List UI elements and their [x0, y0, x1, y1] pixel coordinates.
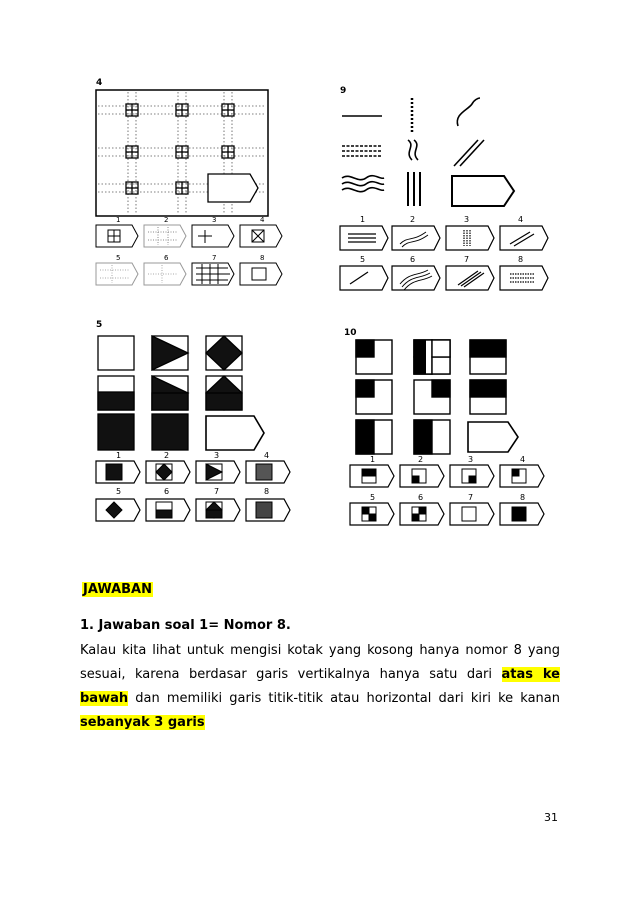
option-number: 6 — [164, 487, 170, 496]
option-number: 4 — [518, 215, 524, 224]
option-number: 6 — [410, 255, 416, 264]
option-number: 1 — [116, 216, 121, 224]
answer-heading-label: JAWABAN — [83, 582, 152, 597]
option-number: 8 — [520, 493, 526, 502]
option-number: 2 — [164, 451, 170, 460]
puzzle-4-figure — [92, 76, 302, 306]
option-number: 5 — [360, 255, 366, 264]
option-number: 6 — [164, 254, 169, 262]
option-number: 8 — [260, 254, 265, 262]
option-number: 3 — [464, 215, 470, 224]
answer-heading — [82, 582, 153, 597]
answer-text-2: dan memiliki garis titik-titik atau horizontal dari kiri ke kanan — [128, 691, 560, 706]
option-number: 1 — [116, 451, 122, 460]
puzzle-5-figure — [92, 318, 302, 530]
option-number: 7 — [468, 493, 474, 502]
option-number: 2 — [164, 216, 169, 224]
question-title: 1. Jawaban soal 1= Nomor 8. — [80, 618, 291, 633]
option-number: 5 — [116, 254, 121, 262]
page-number: 31 — [544, 811, 558, 824]
puzzle-10-figure — [340, 326, 552, 530]
option-number: 2 — [410, 215, 416, 224]
option-number: 1 — [360, 215, 366, 224]
option-number: 2 — [418, 455, 424, 464]
option-number: 4 — [520, 455, 526, 464]
option-number: 7 — [464, 255, 470, 264]
option-number: 3 — [212, 216, 217, 224]
option-number: 3 — [214, 451, 220, 460]
option-number: 7 — [214, 487, 220, 496]
puzzle-number: 9 — [340, 86, 347, 96]
option-number: 3 — [468, 455, 474, 464]
option-number: 4 — [264, 451, 270, 460]
puzzle-number: 10 — [344, 328, 357, 338]
option-number: 5 — [116, 487, 122, 496]
answer-paragraph — [80, 639, 560, 735]
answer-highlight-2: sebanyak 3 garis — [80, 715, 205, 730]
answer-text-1: Kalau kita lihat untuk mengisi kotak yang kosong hanya nomor 8 yang sesuai, karena berdasar garis vertikalnya hanya satu dari — [80, 643, 560, 682]
option-number: 4 — [260, 216, 265, 224]
puzzle-number: 4 — [96, 78, 103, 88]
option-number: 5 — [370, 493, 376, 502]
answer-highlight-1: atas ke bawah — [80, 667, 561, 706]
option-number: 7 — [212, 254, 217, 262]
option-number: 8 — [518, 255, 524, 264]
option-number: 1 — [370, 455, 376, 464]
option-number: 6 — [418, 493, 424, 502]
puzzle-9-figure — [336, 84, 558, 306]
puzzle-number: 5 — [96, 320, 103, 330]
option-number: 8 — [264, 487, 270, 496]
